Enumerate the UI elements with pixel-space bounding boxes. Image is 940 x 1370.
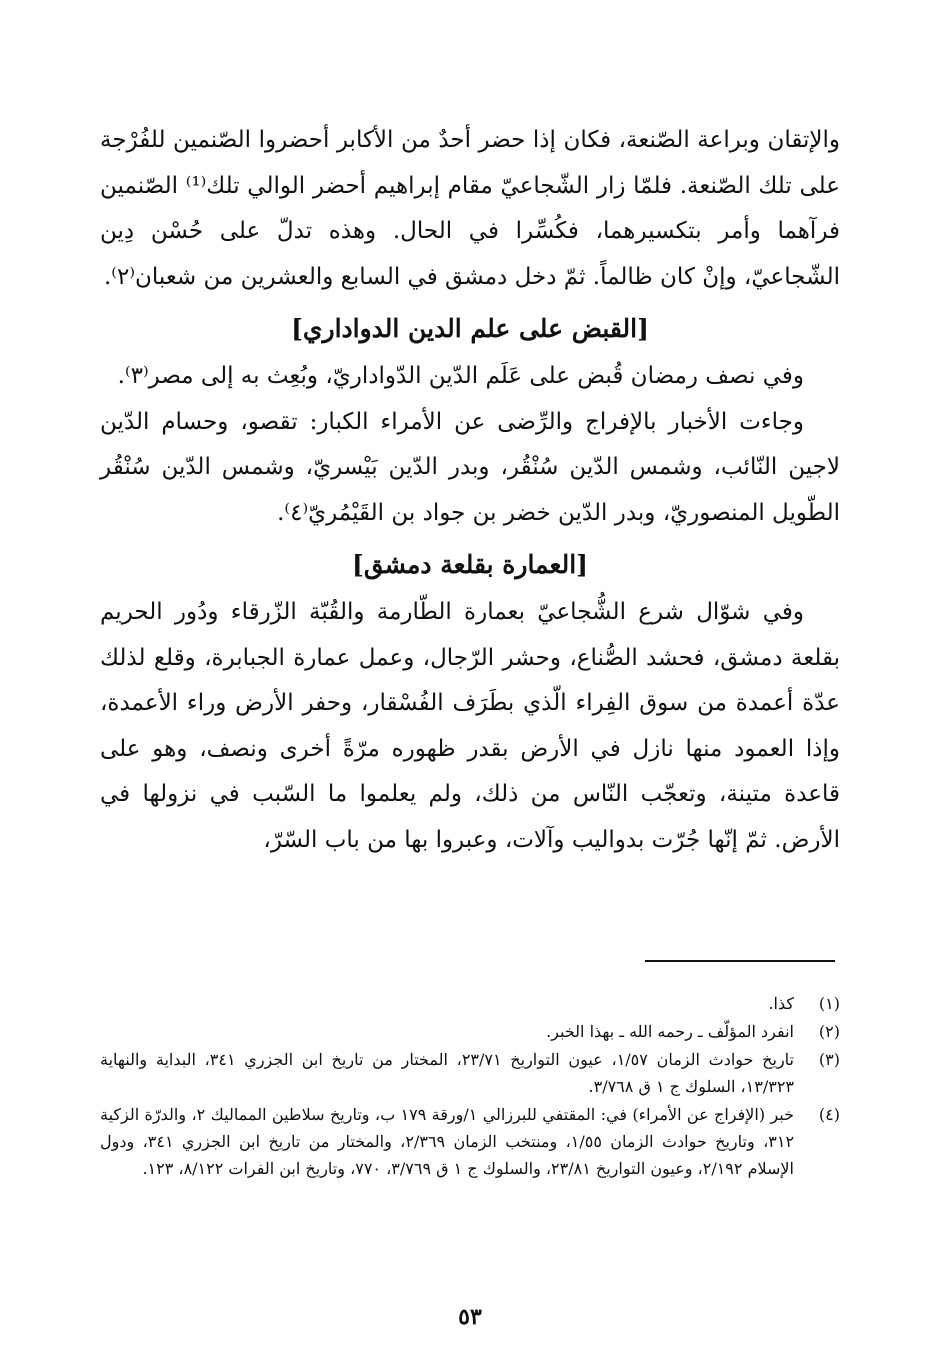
paragraph-4: وفي شوّال شرع الشُّجاعيّ بعمارة الطّارمة والقُبّة الزّرقاء ودُور الحريم بقلعة دمشق، فحشد الصُّناع، وحشر الرّجال، وعمل عمارة الجبابرة، وقلع لذلك عدّة أعمدة من سوق الفِراء الّذي بطَرَف الفُسْقار، وحفر الأرض وراء الأعمدة، وإذا العمود منها نازل في الأرض بقدر ظهوره مرّةً أخرى ونصف، وهو على قاعدة متينة، وتعجّب النّاس من ذلك، ولم يعلموا ما السّبب في نزولها في الأرض. ثمّ إنّها جُرّت بدواليب وآلات، وعبروا بها من باب السّرّ، — [100, 599, 840, 853]
section-heading-1: [القبض على علم الدين الدواداري] — [291, 314, 649, 343]
footnote — [100, 1101, 840, 1182]
footnote-number: (٤) — [818, 1105, 840, 1124]
footnote-number: (٣) — [818, 1050, 840, 1069]
footnote — [100, 1018, 840, 1045]
main-text — [100, 118, 840, 863]
footnote-text: تاريخ حوادث الزمان ١/٥٧، عيون التواريخ ٢٣/٧١، المختار من تاريخ ابن الجزري ٣٤١، البداية والنهاية ١٣/٣٢٣، السلوك ج ١ ق ٣/٧٦٨. — [100, 1050, 795, 1096]
footnote-number: (١) — [818, 994, 840, 1013]
footnote — [100, 1046, 840, 1100]
footnote-text: كذا. — [768, 994, 794, 1013]
section-heading-2: [العمارة بقلعة دمشق] — [352, 550, 588, 579]
footnote-number: (٢) — [818, 1022, 840, 1041]
paragraph-3: وجاءت الأخبار بالإفراج والرِّضى عن الأمراء الكبار: تقصو، وحسام الدّين لاجين النّائب، وشمس الدّين سُنْقُر، وبدر الدّين بَيْسريّ، وشمس الدّين سُنْقُر الطّويل المنصوريّ، وبدر الدّين خضر بن جواد بن القَيْمُريّ⁽٤⁾. — [100, 408, 840, 526]
footnote — [100, 990, 840, 1017]
paragraph-1: والإتقان وبراعة الصّنعة، فكان إذا حضر أحدٌ من الأكابر أحضروا الصّنمين للفُرْجة على تلك الصّنعة. فلمّا زار الشّجاعيّ مقام إبراهيم أحضر الوالي تلك⁽¹⁾ الصّنمين فرآهما وأمر بتكسيرهما، فكُسِّرا في الحال. وهذه تدلّ على حُسْن دِين الشّجاعيّ، وإنْ كان ظالماً. ثمّ دخل دمشق في السابع والعشرين من شعبان⁽٢⁾. — [100, 127, 840, 290]
footnote-divider — [645, 960, 835, 962]
footnote-text: خبر (الإفراج عن الأمراء) في: المقتفي للبرزالي ١/ورقة ١٧٩ ب، وتاريخ سلاطين المماليك ٢، والدرّة الزكية ٣١٢، وتاريخ حوادث الزمان ١/٥٥، ومنتخب الزمان ٢/٣٦٩، والمختار من تاريخ ابن الجزري ٣٤١، ودول الإسلام ٢/١٩٢، وعيون التواريخ ٢٣/٨١، والسلوك ج ١ ق ٣/٧٦٩، ٧٧٠، وتاريخ ابن الفرات ٨/١٢٢، ١٢٣. — [100, 1105, 795, 1178]
page-number: ٥٣ — [458, 1304, 482, 1330]
footnote-text: انفرد المؤلّف ـ رحمه الله ـ بهذا الخبر. — [546, 1022, 794, 1041]
footnotes — [100, 990, 840, 1183]
paragraph-2: وفي نصف رمضان قُبض على عَلَم الدّين الدّواداريّ، وبُعِث به إلى مصر⁽٣⁾. — [117, 363, 804, 389]
